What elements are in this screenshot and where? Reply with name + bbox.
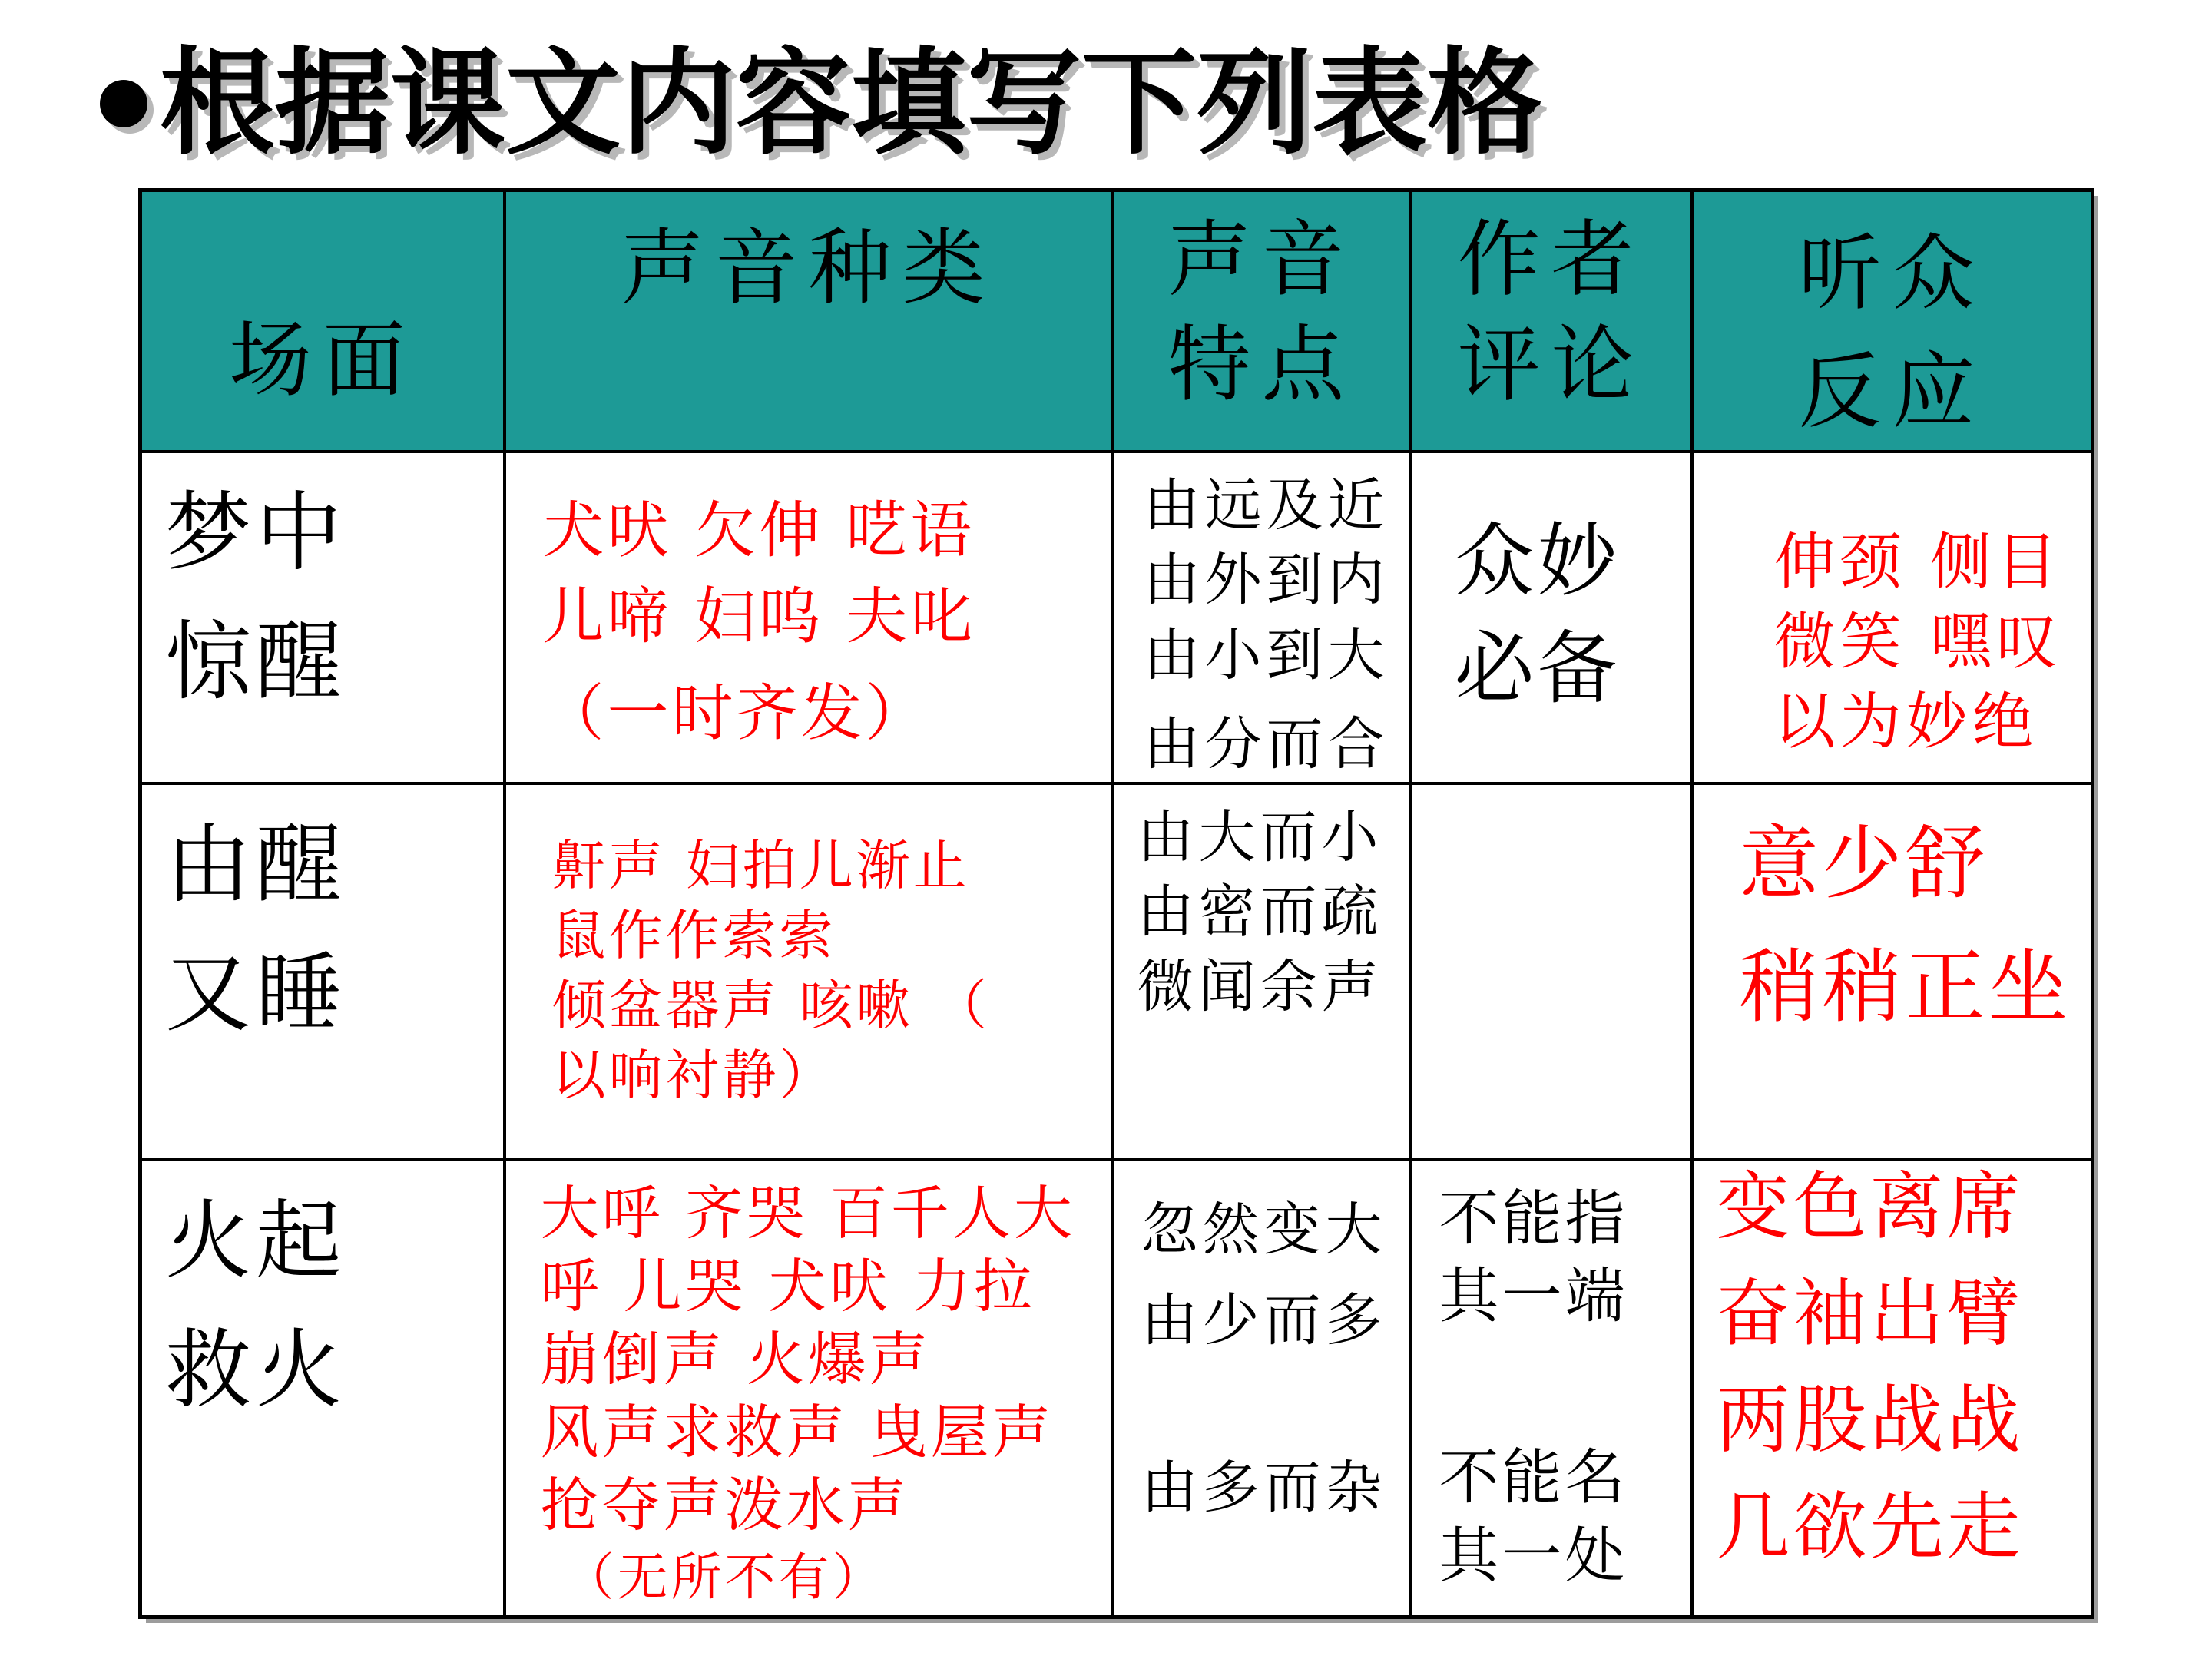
- table-row: [141, 783, 2093, 1160]
- author-comment-cell: 众妙 必备: [1411, 452, 1692, 783]
- header-sound-type: 声音种类: [505, 190, 1113, 452]
- title-text: 根据课文内容填写下列表格: [160, 37, 1543, 171]
- listener-reaction-cell: 变色离席 奋袖出臂 两股战战 几欲先走: [1692, 1160, 2093, 1618]
- scene-cell: 梦中 惊醒: [141, 452, 505, 783]
- slide-title: [100, 37, 1543, 171]
- author-comment-cell: [1411, 783, 1692, 1160]
- bullet-icon: [100, 80, 147, 127]
- author-comment-cell: 不能指 其一端 不能名 其一处: [1411, 1160, 1692, 1618]
- sound-type-cell: 鼾声 妇拍儿渐止 鼠作作索索 倾盆器声 咳嗽 （ 以响衬静）: [505, 783, 1113, 1160]
- sound-type-cell: 大呼 齐哭 百千人大 呼 儿哭 犬吠 力拉 崩倒声 火爆声 风声求救声 曳屋声 抢夺声泼水声 （无所不有）: [505, 1160, 1113, 1618]
- sound-feature-cell: 由远及近 由外到内 由小到大 由分而合: [1113, 452, 1411, 783]
- sound-feature-cell: 忽然变大 由少而多 由多而杂: [1113, 1160, 1411, 1618]
- sound-type-cell: 犬吠 欠伸 呓语 儿啼 妇呜 夫叱 （一时齐发）: [505, 452, 1113, 783]
- header-listener-reaction: 听众 反应: [1692, 190, 2093, 452]
- header-sound-feature: 声音 特点: [1113, 190, 1411, 452]
- listener-reaction-cell: 伸颈 侧目 微笑 嘿叹 以为妙绝: [1692, 452, 2093, 783]
- table-row: [141, 452, 2093, 783]
- header-scene: 场面: [141, 190, 505, 452]
- table-row: [141, 1160, 2093, 1618]
- scene-cell: 由醒 又睡: [141, 783, 505, 1160]
- sound-feature-cell: 由大而小 由密而疏 微闻余声: [1113, 783, 1411, 1160]
- scene-cell: 火起 救火: [141, 1160, 505, 1618]
- summary-table-wrapper: [138, 188, 2091, 1615]
- header-author-comment: 作者 评论: [1411, 190, 1692, 452]
- summary-table: [138, 188, 2094, 1619]
- table-header-row: [141, 190, 2093, 452]
- listener-reaction-cell: 意少舒 稍稍正坐: [1692, 783, 2093, 1160]
